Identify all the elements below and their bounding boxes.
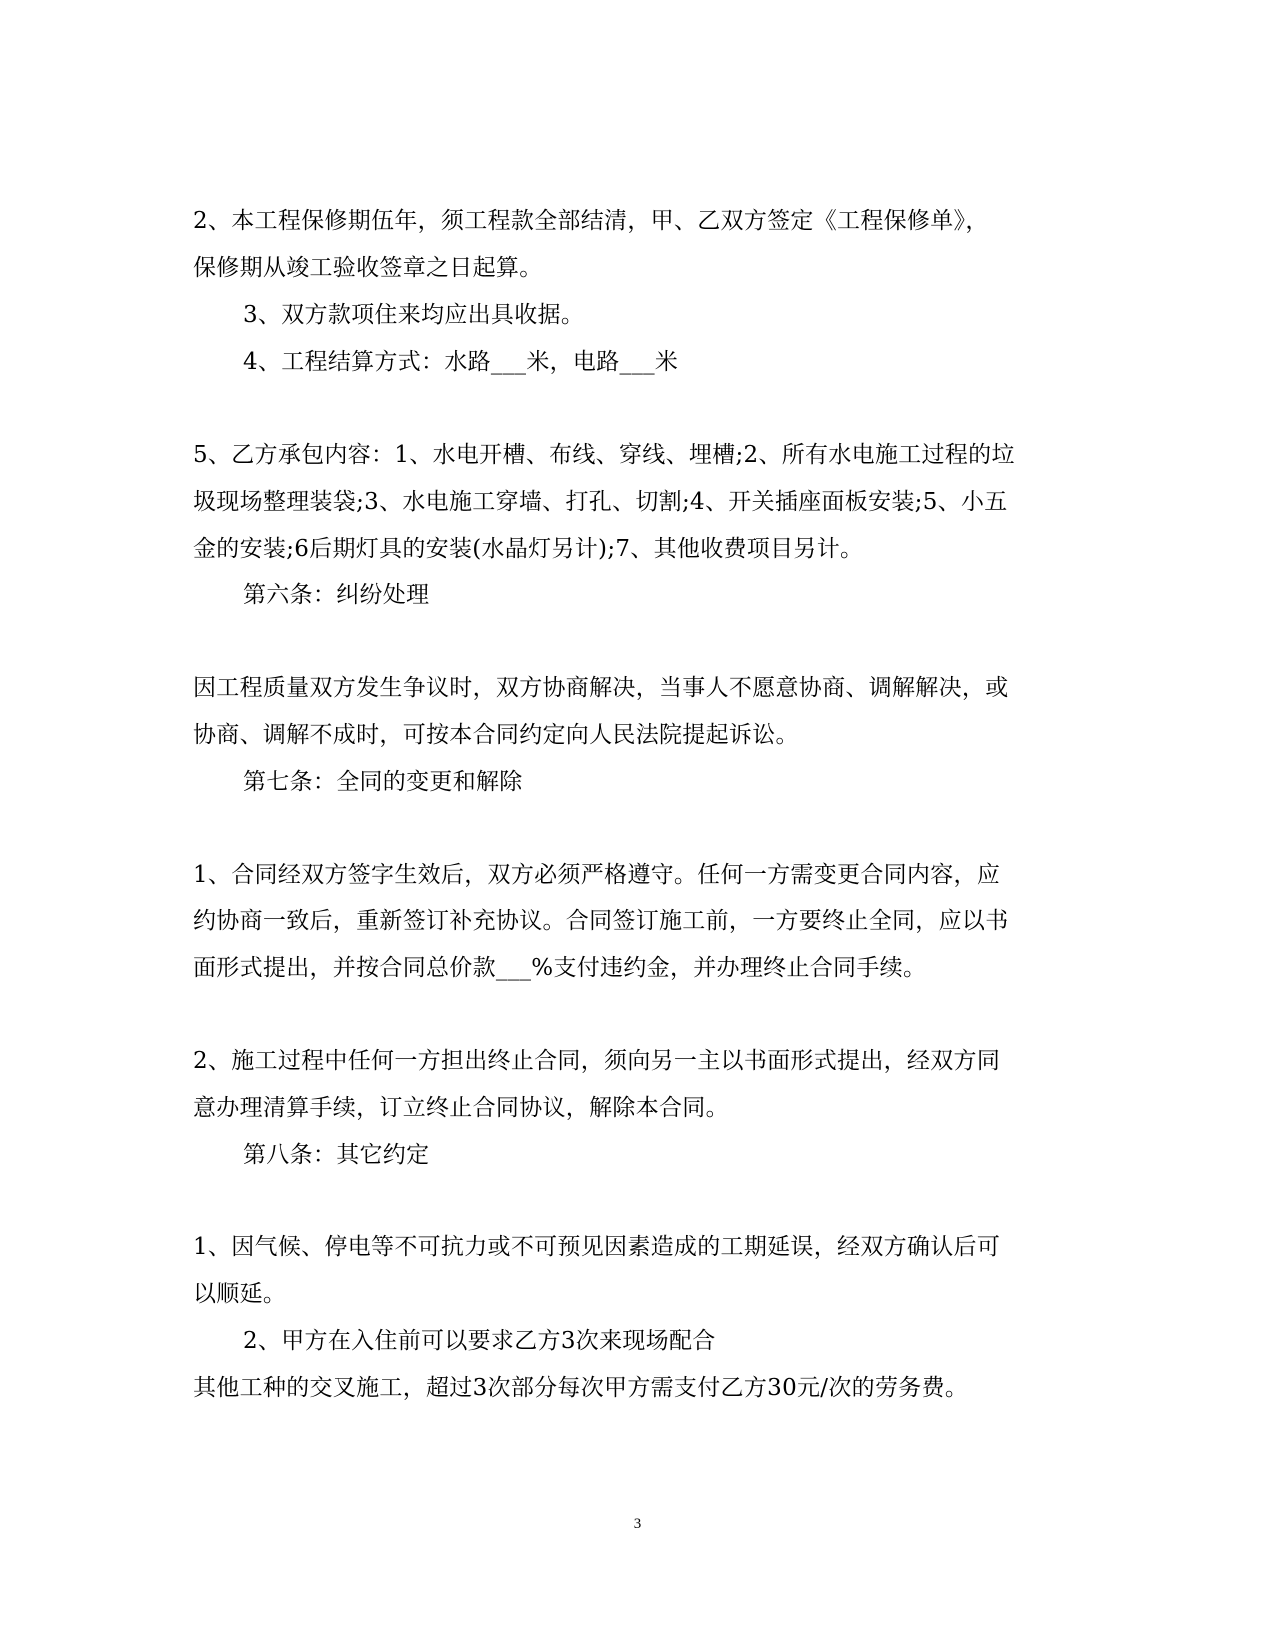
text-line: 面形式提出，并按合同总价款___%支付违约金，并办理终止合同手续。 (193, 955, 927, 981)
text-line: 1、合同经双方签字生效后，双方必须严格遵守。任何一方需变更合同内容，应 (193, 862, 1001, 888)
text-line: 保修期从竣工验收签章之日起算。 (193, 255, 543, 281)
page-number: 3 (633, 1516, 642, 1532)
text-line: 协商、调解不成时，可按本合同约定向人民法院提起诉讼。 (193, 722, 799, 748)
text-line: 以顺延。 (193, 1281, 287, 1307)
text-line: 因工程质量双方发生争议时，双方协商解决，当事人不愿意协商、调解解决，或 (193, 675, 1009, 701)
text-line: 其他工种的交叉施工，超过3次部分每次甲方需支付乙方30元/次的劳务费。 (193, 1375, 969, 1401)
text-line: 2、本工程保修期伍年，须工程款全部结清，甲、乙双方签定《工程保修单》， (193, 208, 989, 234)
text-line: 2、施工过程中任何一方担出终止合同，须向另一主以书面形式提出，经双方同 (193, 1048, 1001, 1074)
section-heading: 第七条：全同的变更和解除 (243, 769, 523, 795)
text-line: 2、甲方在入住前可以要求乙方3次来现场配合 (243, 1328, 716, 1354)
text-line: 圾现场整理装袋;3、水电施工穿墙、打孔、切割;4、开关插座面板安装;5、小五 (193, 489, 1008, 515)
text-line: 意办理清算手续，订立终止合同协议，解除本合同。 (193, 1095, 729, 1121)
section-heading: 第八条：其它约定 (243, 1142, 430, 1168)
text-line: 4、工程结算方式：水路___米，电路___米 (243, 349, 679, 375)
text-line: 约协商一致后，重新签订补充协议。合同签订施工前，一方要终止全同，应以书 (193, 908, 1009, 934)
text-line: 1、因气候、停电等不可抗力或不可预见因素造成的工期延误，经双方确认后可 (193, 1234, 1001, 1260)
section-heading: 第六条：纠纷处理 (243, 582, 430, 608)
text-line: 5、乙方承包内容：1、水电开槽、布线、穿线、埋槽;2、所有水电施工过程的垃 (193, 442, 1015, 468)
text-line: 3、双方款项住来均应出具收据。 (243, 302, 585, 328)
text-line: 金的安装;6后期灯具的安装(水晶灯另计);7、其他收费项目另计。 (193, 536, 864, 562)
